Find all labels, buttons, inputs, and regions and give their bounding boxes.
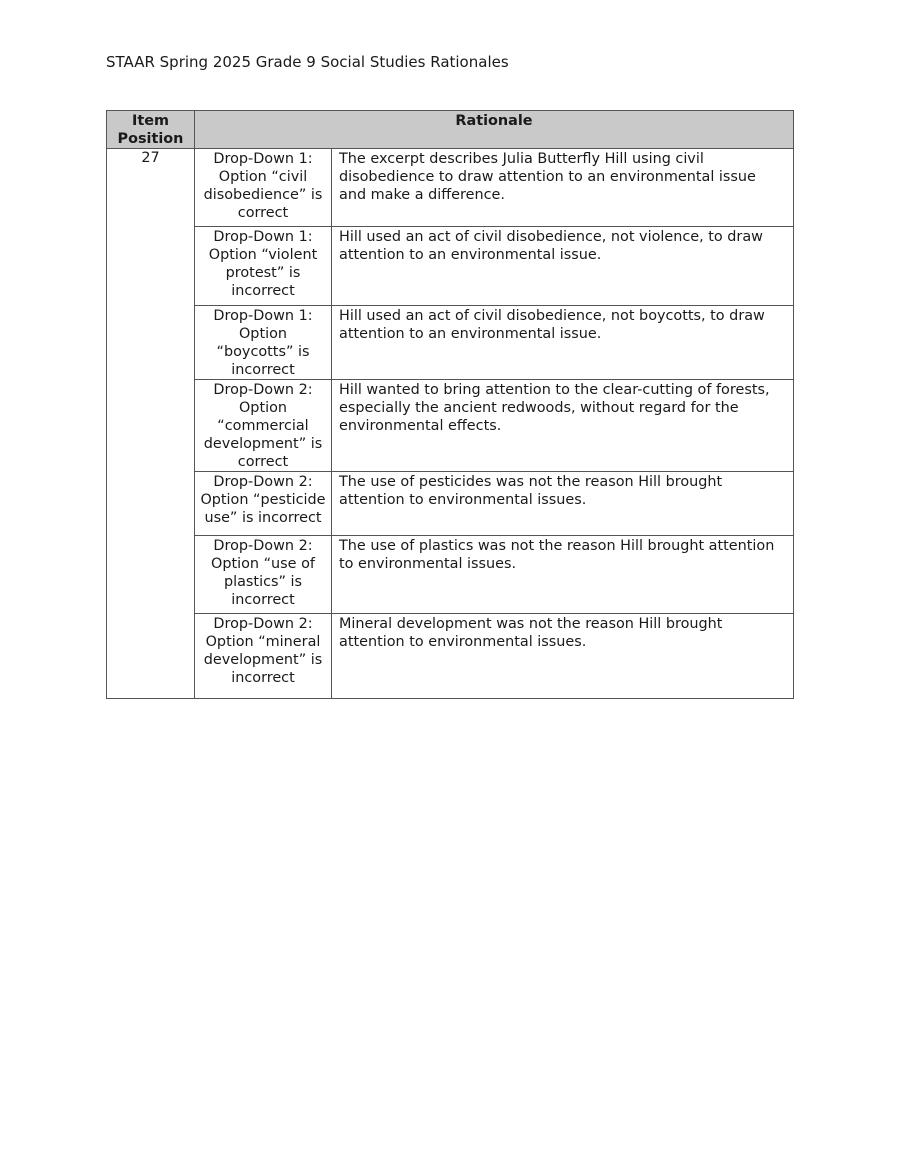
option-cell: Drop-Down 1: Option “boycotts” is incorrect (195, 306, 332, 380)
rationale-cell: Hill used an act of civil disobedience, not boycotts, to draw attention to an environmental issue. (332, 306, 794, 380)
header-item-position: Item Position (107, 111, 195, 149)
option-cell: Drop-Down 1: Option “civil disobedience” is correct (195, 149, 332, 227)
option-cell: Drop-Down 2: Option “pesticide use” is incorrect (195, 472, 332, 536)
option-cell: Drop-Down 2: Option “commercial development” is correct (195, 380, 332, 472)
item-position-cell: 27 (107, 149, 195, 699)
rationale-cell: The use of pesticides was not the reason Hill brought attention to environmental issues. (332, 472, 794, 536)
table-row (107, 149, 794, 227)
table-row (107, 227, 794, 306)
table-row (107, 306, 794, 380)
table-row (107, 380, 794, 472)
rationale-cell: Hill wanted to bring attention to the clear-cutting of forests, especially the ancient redwoods, without regard for the environmental effects. (332, 380, 794, 472)
table-row (107, 614, 794, 699)
rationale-cell: Hill used an act of civil disobedience, not violence, to draw attention to an environmental issue. (332, 227, 794, 306)
rationale-table (106, 110, 794, 699)
option-cell: Drop-Down 1: Option “violent protest” is incorrect (195, 227, 332, 306)
table-header-row (107, 111, 794, 149)
option-cell: Drop-Down 2: Option “use of plastics” is incorrect (195, 536, 332, 614)
rationale-cell: The use of plastics was not the reason Hill brought attention to environmental issues. (332, 536, 794, 614)
header-rationale: Rationale (195, 111, 794, 149)
table-row (107, 536, 794, 614)
rationale-cell: The excerpt describes Julia Butterfly Hill using civil disobedience to draw attention to an environmental issue and make a difference. (332, 149, 794, 227)
rationale-cell: Mineral development was not the reason Hill brought attention to environmental issues. (332, 614, 794, 699)
page-header-title: STAAR Spring 2025 Grade 9 Social Studies Rationales (106, 53, 509, 71)
option-cell: Drop-Down 2: Option “mineral development” is incorrect (195, 614, 332, 699)
table-row (107, 472, 794, 536)
